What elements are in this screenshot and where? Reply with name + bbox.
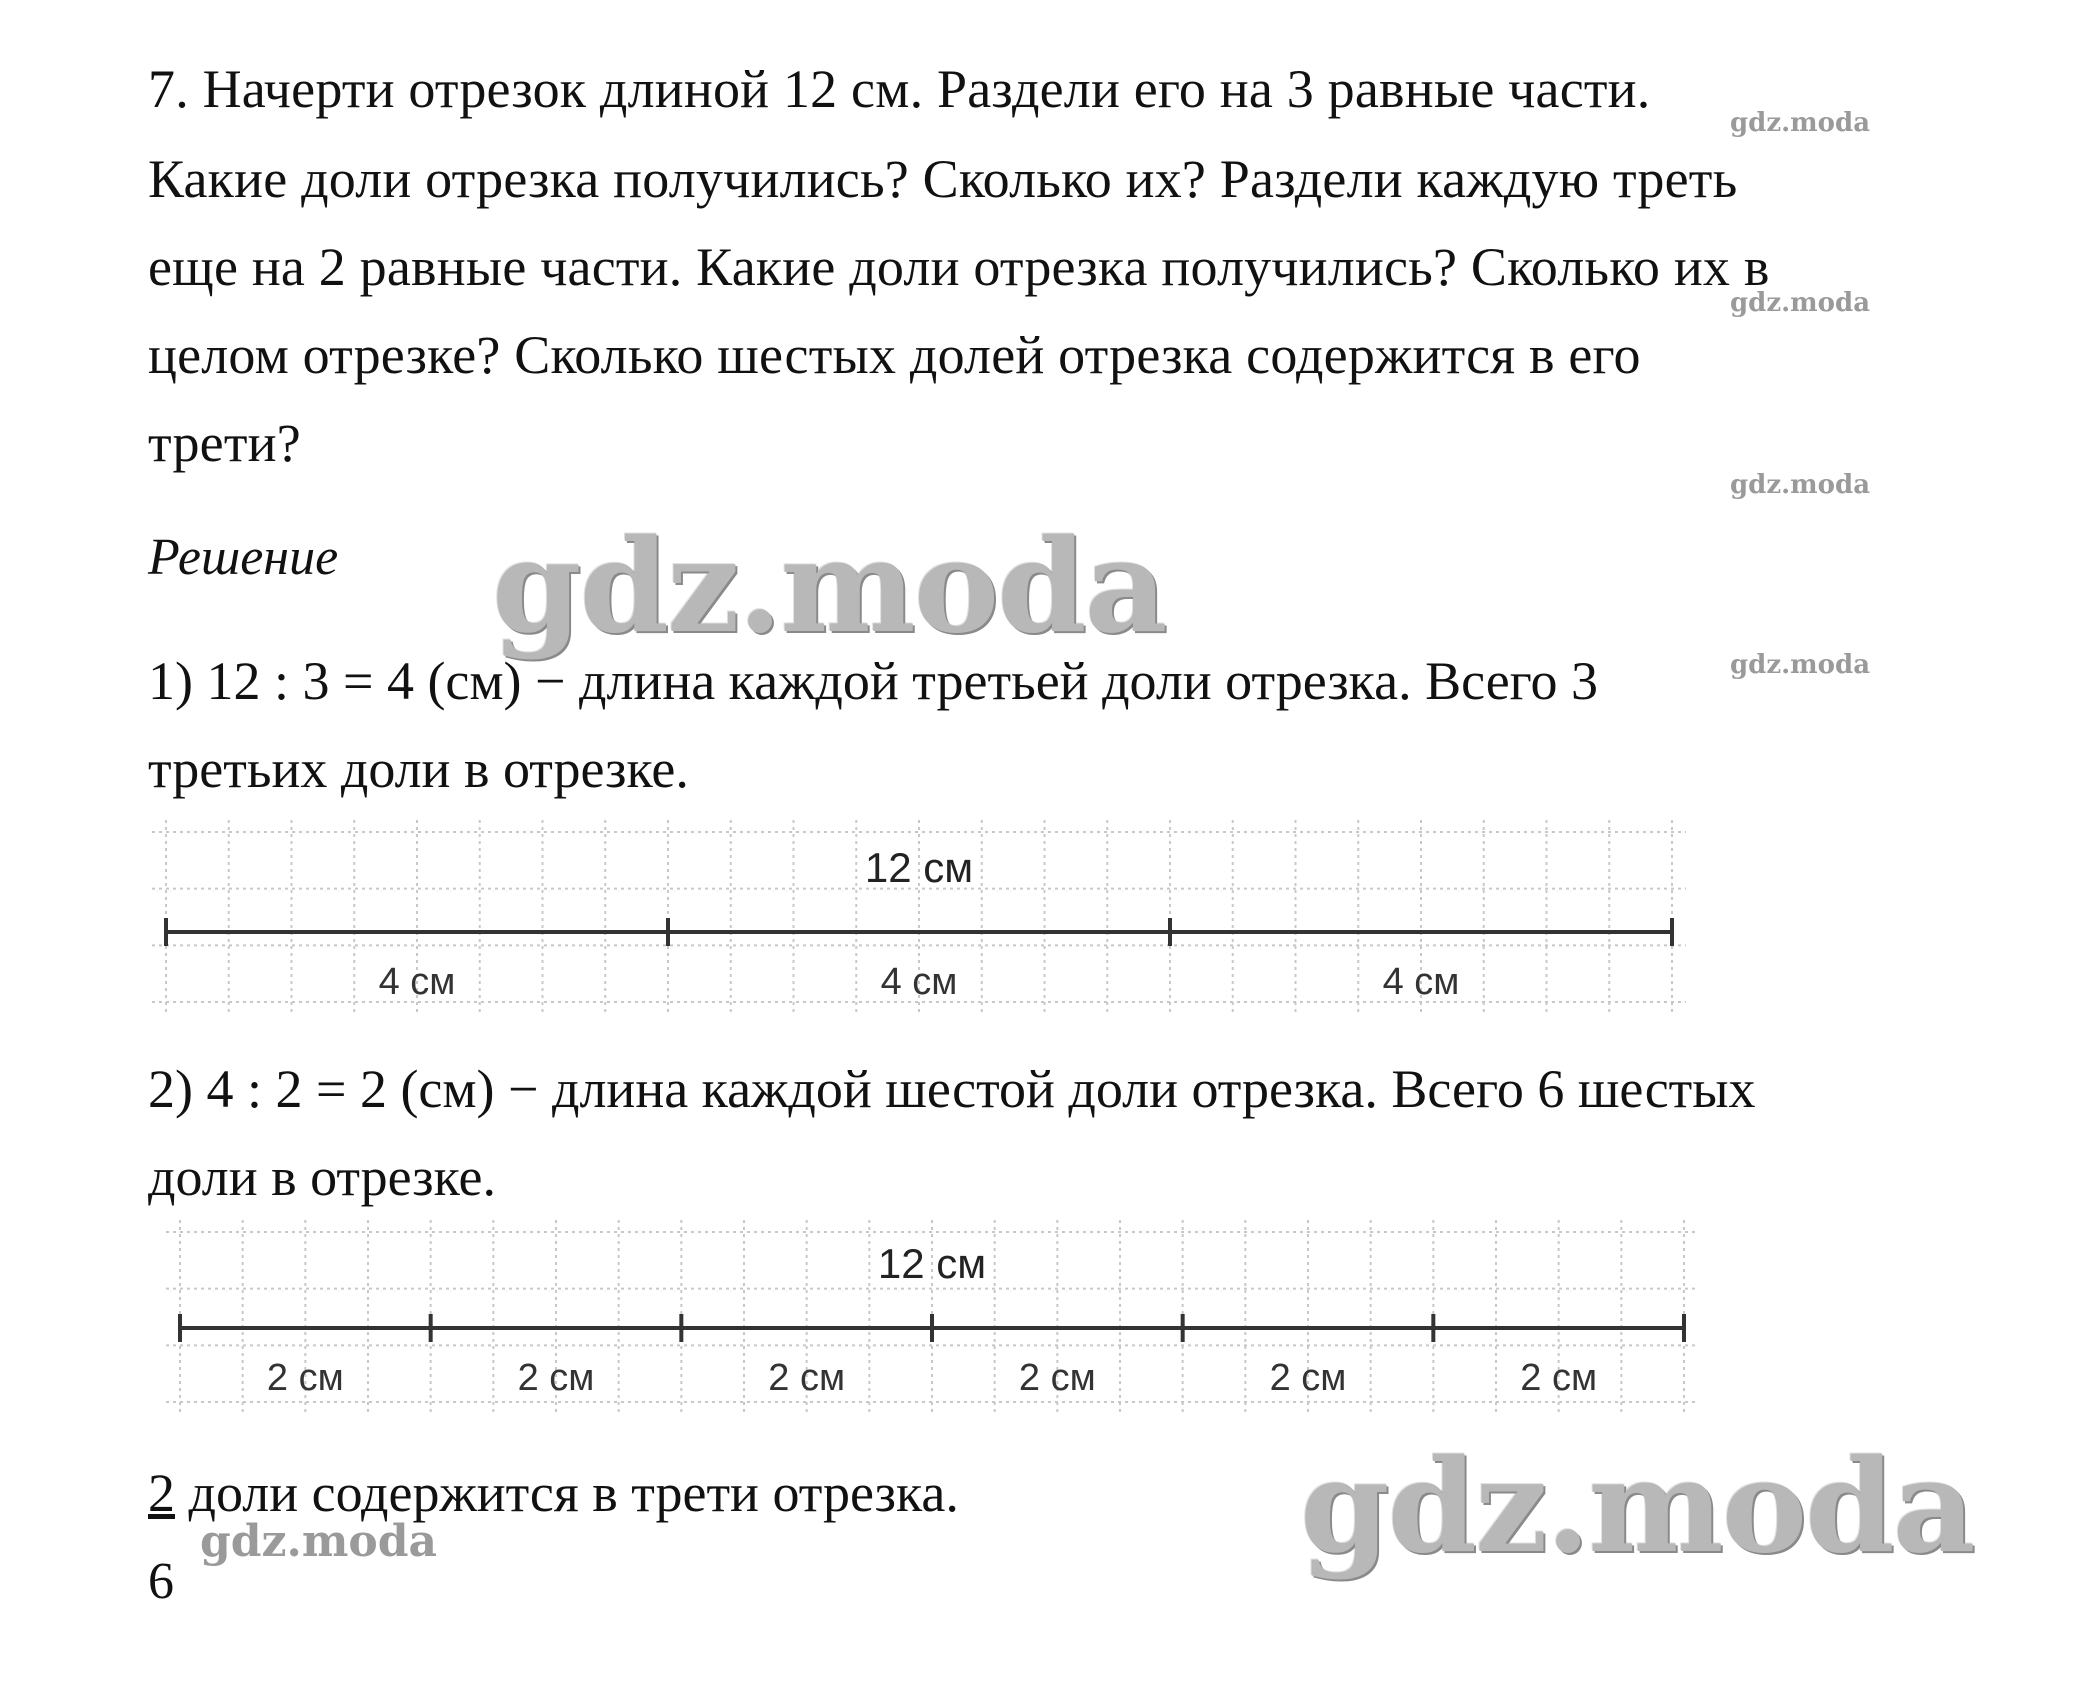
- part-length-label: 4 см: [880, 961, 958, 1003]
- part-length-label: 4 см: [1382, 961, 1460, 1003]
- solution-heading: Решение: [148, 529, 339, 586]
- segment-figure-sixths: [166, 1220, 1698, 1414]
- total-length-label: 12 см: [877, 1240, 987, 1287]
- task-line-1: 7. Начерти отрезок длиной 12 см. Раздели его на 3 равные части.: [148, 59, 1651, 119]
- step2-line-2: доли в отрезке.: [148, 1147, 496, 1207]
- part-length-label: 4 см: [378, 961, 456, 1003]
- part-length-label: 2 см: [768, 1357, 846, 1399]
- segment-figure-thirds: [152, 820, 1686, 1014]
- part-length-label: 2 см: [266, 1357, 344, 1399]
- watermark-small: gdz.moda: [200, 1516, 438, 1567]
- watermark-small: gdz.moda: [1730, 288, 1871, 318]
- part-length-label: 2 см: [1018, 1357, 1096, 1399]
- page-number: 6: [148, 1553, 174, 1610]
- watermark-big: gdz.moda: [492, 512, 1166, 662]
- answer-text: доли содержится в трети отрезка.: [175, 1463, 959, 1523]
- task-line-4: целом отрезке? Сколько шестых долей отрезка содержится в его: [148, 325, 1641, 385]
- step1-line-1: 1) 12 : 3 = 4 (см) − длина каждой третьей доли отрезка. Всего 3: [148, 651, 1598, 711]
- step2-line-1: 2) 4 : 2 = 2 (см) − длина каждой шестой доли отрезка. Всего 6 шестых: [148, 1059, 1756, 1119]
- total-length-label: 12 см: [864, 844, 974, 891]
- watermark-big: gdz.moda: [1300, 1432, 1974, 1582]
- watermark-small: gdz.moda: [1730, 108, 1871, 138]
- part-length-label: 2 см: [1269, 1357, 1347, 1399]
- task-line-5: трети?: [148, 413, 301, 473]
- watermark-small: gdz.moda: [1730, 650, 1871, 680]
- step1-line-2: третьих доли в отрезке.: [148, 739, 689, 799]
- watermark-small: gdz.moda: [1730, 470, 1871, 500]
- task-line-2: Какие доли отрезка получились? Сколько их? Раздели каждую треть: [148, 149, 1738, 209]
- task-line-3: еще на 2 равные части. Какие доли отрезка получились? Сколько их в: [148, 237, 1770, 297]
- part-length-label: 2 см: [1520, 1357, 1598, 1399]
- part-length-label: 2 см: [517, 1357, 595, 1399]
- answer-number: 2: [148, 1463, 175, 1523]
